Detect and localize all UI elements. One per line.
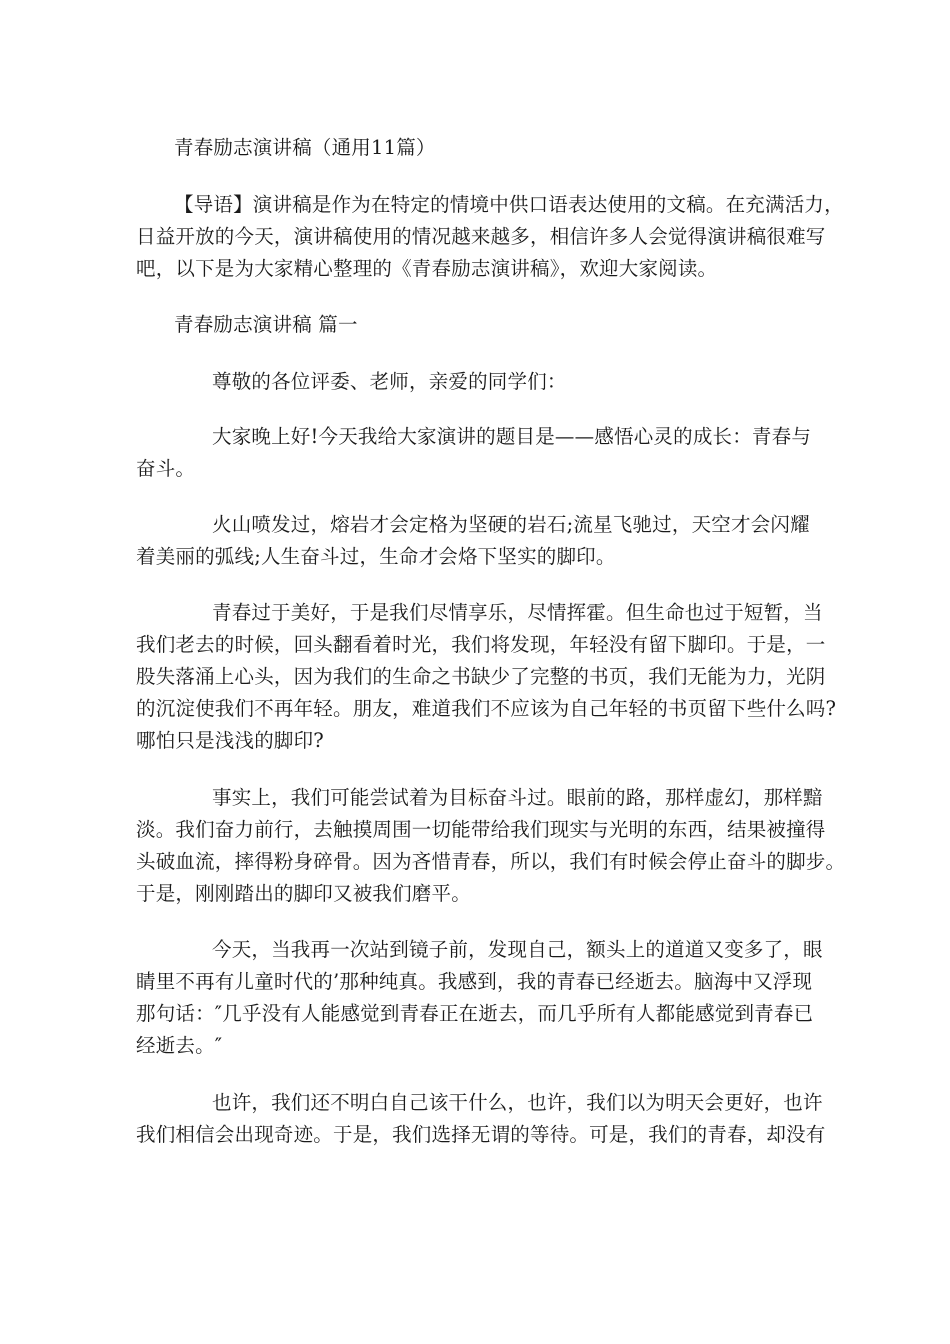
section-heading: 青春励志演讲稿 篇一 [174,313,358,336]
paragraph-line: 事实上，我们可能尝试着为目标奋斗过。眼前的路，那样虚幻，那样黯 [212,786,823,809]
paragraph-line: 我们相信会出现奇迹。于是，我们选择无谓的等待。可是，我们的青春，却没有 [136,1123,826,1146]
paragraph-line: 火山喷发过，熔岩才会定格为坚硬的岩石;流星飞驰过，天空才会闪耀 [212,513,810,536]
paragraph-line: 哪怕只是浅浅的脚印? [136,729,324,752]
intro-line: 【导语】演讲稿是作为在特定的情境中供口语表达使用的文稿。在充满活力， [174,193,844,216]
intro-line: 吧，以下是为大家精心整理的《青春励志演讲稿》，欢迎大家阅读。 [136,257,718,280]
salutation: 尊敬的各位评委、老师，亲爱的同学们： [212,370,567,393]
paragraph-line: 也许，我们还不明白自己该干什么，也许，我们以为明天会更好，也许 [212,1091,823,1114]
paragraph-line: 今天，当我再一次站到镜子前，发现自己，额头上的道道又变多了，眼 [212,938,823,961]
paragraph-line: 头破血流，摔得粉身碎骨。因为吝惜青春，所以，我们有时候会停止奋斗的脚步。 [136,850,846,873]
document-title: 青春励志演讲稿（通用11篇） [174,136,436,159]
paragraph-line: 奋斗。 [136,457,196,480]
paragraph-line: 的沉淀使我们不再年轻。朋友，难道我们不应该为自己年轻的书页留下些什么吗? [136,697,837,720]
paragraph-line: 股失落涌上心头，因为我们的生命之书缺少了完整的书页，我们无能为力，光阴 [136,665,826,688]
paragraph-line: 淡。我们奋力前行，去触摸周围一切能带给我们现实与光明的东西，结果被撞得 [136,818,826,841]
intro-line: 日益开放的今天，演讲稿使用的情况越来越多，相信许多人会觉得演讲稿很难写 [136,225,826,248]
paragraph-line: 青春过于美好，于是我们尽情享乐，尽情挥霍。但生命也过于短暂，当 [212,601,823,624]
paragraph-line: 那句话：″几乎没有人能感觉到青春正在逝去，而几乎所有人都能感觉到青春已 [136,1002,814,1025]
paragraph-line: 睛里不再有儿童时代的’那种纯真。我感到，我的青春已经逝去。脑海中又浮现 [136,970,813,993]
paragraph-line: 于是，刚刚踏出的脚印又被我们磨平。 [136,882,471,905]
paragraph-line: 经逝去。″ [136,1034,223,1057]
paragraph-line: 着美丽的弧线;人生奋斗过，生命才会烙下坚实的脚印。 [136,545,616,568]
paragraph-line: 我们老去的时候，回头翻看着时光，我们将发现，年轻没有留下脚印。于是，一 [136,633,826,656]
paragraph-line: 大家晚上好!今天我给大家演讲的题目是——感悟心灵的成长：青春与 [212,425,812,448]
